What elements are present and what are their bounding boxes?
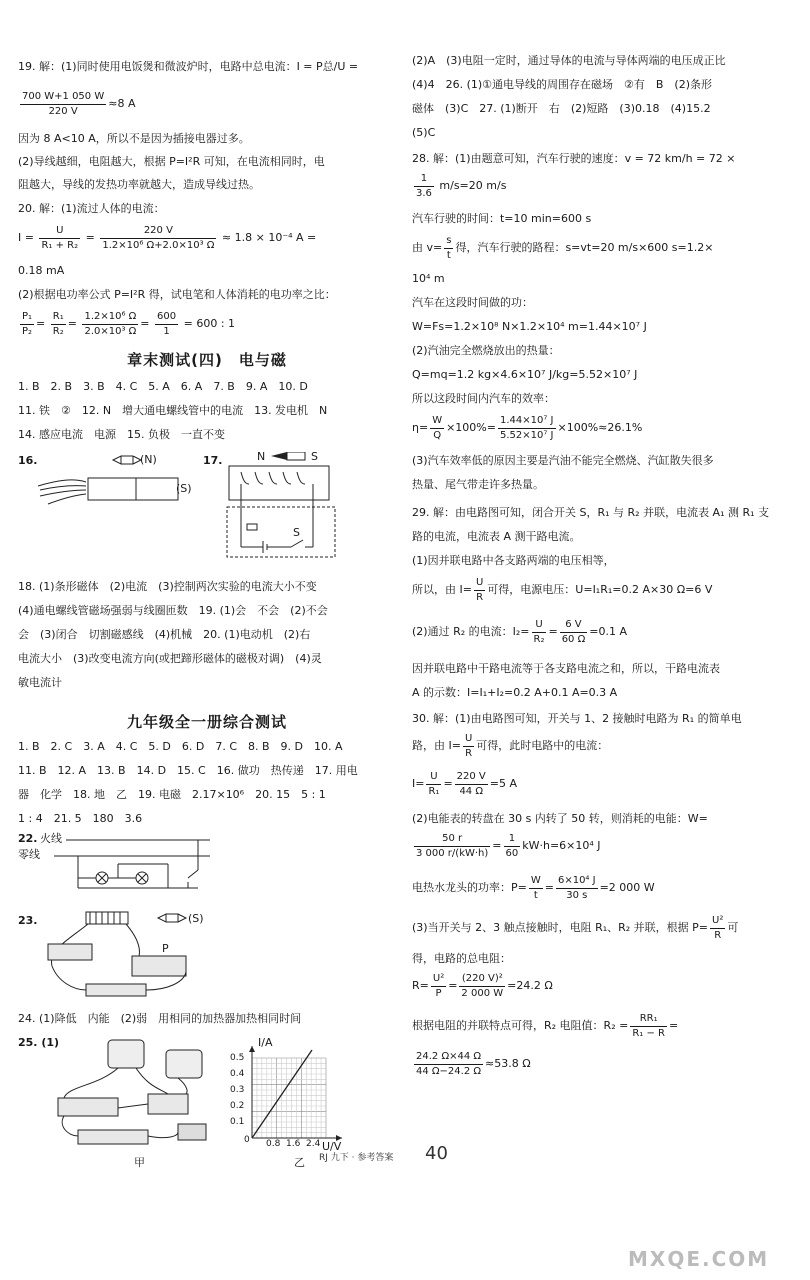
ch4-line6: 会 (3)闭合 切割磁感线 (4)机械 20. (1)电动机 (2)右 (18, 628, 311, 641)
q19-line4: (2)导线越细，电阻越大，根据 P=I²R 可知，在电流相同时，电 (18, 155, 325, 168)
y-tick-0.1: 0.1 (230, 1117, 245, 1127)
figure-23: 23. (S) P (18, 910, 258, 1002)
ch4-line4: 18. (1)条形磁体 (2)电流 (3)控制两次实验的电流大小不变 (18, 580, 317, 593)
q30-line9: R= $\frac{\text{U²}}{P}$ = $\frac{\text{(220 V)²}}{2 000 W}$ =24.2 Ω (412, 973, 553, 999)
all-line3: 器 化学 18. 地 乙 19. 电磁 2.17×10⁶ 20. 15 5 : 1 (18, 788, 326, 801)
x-tick-1.6: 1.6 (286, 1139, 301, 1149)
needle-n-label: (N) (140, 453, 157, 466)
ch4-line3: 14. 感应电流 电源 15. 负极 一直不变 (18, 428, 225, 441)
q28-line9: Q=mq=1.2 kg×4.6×10⁷ J/kg=5.52×10⁷ J (412, 368, 638, 381)
q30-line4: (2)电能表的转盘在 30 s 内转了 50 转，则消耗的电能：W= (412, 812, 708, 825)
q28-line3: 汽车行驶的时间：t=10 min=600 s (412, 212, 592, 225)
q20-line3: 0.18 mA (18, 264, 65, 277)
q30-line7: (3)当开关与 2、3 触点接触时，电阻 R₁、R₂ 并联，根据 P= $\frac{\text{U²}}{R}$ 可 (412, 915, 739, 941)
q20-line1: 20. 解：(1)流过人体的电流： (18, 202, 165, 215)
q19-line3: 因为 8 A<10 A，所以不是因为插接电器过多。 (18, 132, 250, 145)
ch4-line7: 电流大小 (3)改变电流方向(或把蹄形磁体的磁极对调) (4)灵 (18, 652, 322, 665)
q30-line5: $\frac{50 r}{3 000 r/(kW\cdot h)}$ = $\frac{1}{60}$ kW·h=6×10⁴ J (416, 833, 601, 859)
q28-line7: W=Fs=1.2×10⁸ N×1.2×10⁴ m=1.44×10⁷ J (412, 320, 647, 333)
q28-line12: (3)汽车效率低的原因主要是汽油不能完全燃烧、汽缸散失很多 (412, 454, 714, 467)
slider-p-label: P (162, 942, 169, 955)
electromagnet-circuit-diagram (203, 452, 343, 562)
ch4-line5: (4)通电螺线管磁场强弱与线圈匝数 19. (1)会 不会 (2)不会 (18, 604, 328, 617)
coil-s-label: S (311, 450, 318, 463)
q19-line2: $\frac{700 W+1 050 W}{220 V}$ ≈8 A (22, 91, 136, 117)
q30-line3: I= $\frac{U}{\text{R₁}}$ = $\frac{220 V}{44 \Omega}$ =5 A (412, 771, 518, 797)
needle-s-label: (S) (188, 912, 204, 925)
q29-line3: (1)因并联电路中各支路两端的电压相等， (412, 554, 615, 567)
y-tick-0.3: 0.3 (230, 1085, 245, 1095)
r-line2: (4)4 26. (1)①通电导线的周围存在磁场 ②有 B (2)条形 (412, 78, 713, 91)
ch4-line2: 11. 铁 ② 12. N 增大通电螺线管中的电流 13. 发电机 N (18, 404, 328, 417)
household-circuit-diagram (18, 832, 218, 894)
q28-line6: 汽车在这段时间做的功： (412, 296, 533, 309)
switch-label: S (293, 526, 300, 539)
ch4-line1: 1. B 2. B 3. B 4. C 5. A 6. A 7. B 9. A 10. D (18, 380, 308, 393)
coil-n-label: N (257, 450, 266, 463)
q28-line10: 所以这段时间内汽车的效率： (412, 392, 555, 405)
y-axis-label: I/A (258, 1036, 273, 1049)
q28-line8: (2)汽油完全燃烧放出的热量： (412, 344, 560, 357)
footer-label: RJ 九下 · 参考答案 (319, 1153, 394, 1163)
q29-line2: 路的电流，电流表 A 测干路电流。 (412, 530, 581, 543)
q28-line1: 28. 解：(1)由题意可知，汽车行驶的速度：v = 72 km/h = 72 × (412, 152, 736, 165)
all-line2: 11. B 12. A 13. B 14. D 15. C 16. 做功 热传递 17. 用电 (18, 764, 358, 777)
q29-line6: 因并联电路中干路电流等于各支路电流之和，所以，干路电流表 (412, 662, 720, 675)
q29-line7: A 的示数：I=I₁+I₂=0.2 A+0.1 A=0.3 A (412, 686, 618, 699)
q19-fraction: $\frac{700 W+1 050 W}{220 V}$ (22, 91, 105, 117)
q30-line8: 得，电路的总电阻： (412, 952, 511, 965)
q28-line5: 10⁴ m (412, 272, 445, 285)
figure-25: 25. (1) 甲 I/A U/V 0.5 0.4 0.3 0.2 0.1 0 0.8 1.6 2.4 乙 (18, 1036, 358, 1172)
all-line4: 1 : 4 21. 5 180 3.6 (18, 812, 143, 825)
q29-line4: 所以，由 I= $\frac{U}{R}$ 可得，电源电压：U=I₁R₁=0.2 A×30 Ω=6 V (412, 577, 713, 603)
q20-equation: I = $\frac{U}{\text{R₁ + R₂}}$ = $\frac{220 V}{\text{1.2×10⁶ Ω+2.0×10³ Ω}}$ ≈ 1.8 × 10⁻⁴ A = (18, 225, 317, 251)
y-tick-0.4: 0.4 (230, 1069, 245, 1079)
q20-line4: (2)根据电功率公式 P=I²R 得，试电笔和人体消耗的电功率之比： (18, 288, 336, 301)
q30-line11: $\frac{24.2 \Omega\times 44 \Omega}{44 \Omega-24.2 \Omega}$ ≈53.8 Ω (416, 1051, 531, 1077)
x-tick-2.4: 2.4 (306, 1139, 321, 1149)
y-tick-0.2: 0.2 (230, 1101, 245, 1111)
q28-line13: 热量、尾气带走许多热量。 (412, 478, 544, 491)
chapter4-heading: 章末测试(四) 电与磁 (127, 351, 287, 369)
caption-jia: 甲 (134, 1156, 145, 1169)
comprehensive-test-heading: 九年级全一册综合测试 (126, 713, 287, 731)
q29-line5: (2)通过 R₂ 的电流：I₂= $\frac{U}{\text{R₂}}$ = $\frac{6 V}{60 \Omega}$ =0.1 A (412, 619, 627, 645)
q19-line5: 阻越大，导线的发热功率就越大，造成导线过热。 (18, 178, 260, 191)
live-wire-label: 火线 (40, 832, 62, 845)
caption-yi: 乙 (294, 1156, 305, 1169)
q28-line2: $\frac{1}{3.6}$ m/s=20 m/s (416, 173, 507, 199)
circuit-physical-diagram (18, 1036, 218, 1148)
all-line1: 1. B 2. C 3. A 4. C 5. D 6. D 7. C 8. B 9. D 10. A (18, 740, 343, 753)
q24-line: 24. (1)降低 内能 (2)弱 用相同的加热器加热相同时间 (18, 1012, 302, 1025)
q19-line1: 19. 解：(1)同时使用电饭煲和微波炉时，电路中总电流：I = P总/U = (18, 60, 359, 73)
figure-17: 17. N S S (203, 452, 343, 562)
r-line4: (5)C (412, 126, 436, 139)
q30-line2: 路，由 I= $\frac{U}{R}$ 可得，此时电路中的电流： (412, 733, 609, 759)
q30-line1: 30. 解：(1)由电路图可知，开关与 1、2 接触时电路为 R₁ 的简单电 (412, 712, 742, 725)
page-number: 40 (425, 1143, 448, 1164)
neutral-wire-label: 零线 (18, 848, 40, 861)
magnet-s-label: (S) (176, 482, 192, 495)
figure-16: 16. (N) (S) (18, 452, 203, 516)
figure-22: 22. 火线 零线 (18, 832, 218, 894)
q20-ratio: $\frac{\text{P₁}}{\text{P₂}}$ = $\frac{\text{R₁}}{\text{R₂}}$ = $\frac{\text{1.2×10⁶ Ω}}{\text{2.0×10³ Ω}}$ = $\frac{600}{1}$ = 600 : 1 (22, 311, 236, 337)
solenoid-experiment-diagram (18, 910, 258, 1002)
ch4-line8: 敏电流计 (18, 676, 62, 689)
r-line3: 磁体 (3)C 27. (1)断开 右 (2)短路 (3)0.18 (4)15.2 (412, 102, 711, 115)
q30-line10: 根据电阻的并联特点可得，R₂ 电阻值：R₂ = $\frac{\text{RR₁}}{\text{R₁ − R}}$ = (412, 1013, 679, 1039)
origin-tick: 0 (244, 1135, 250, 1145)
watermark-text: MXQE.COM (628, 1247, 770, 1271)
q28-line4: 由 v= $\frac{s}{t}$ 得，汽车行驶的路程：s=vt=20 m/s×600 s=1.2× (412, 235, 714, 261)
q28-efficiency: η= $\frac{W}{Q}$ ×100%= $\frac{\text{1.44×10⁷ J}}{\text{5.52×10⁷ J}}$ ×100%≈26.1% (412, 415, 643, 441)
q29-line1: 29. 解：由电路图可知，闭合开关 S，R₁ 与 R₂ 并联，电流表 A₁ 测 R₁ 支 (412, 506, 770, 519)
y-tick-0.5: 0.5 (230, 1053, 245, 1063)
x-tick-0.8: 0.8 (266, 1139, 281, 1149)
q30-line6: 电热水龙头的功率：P= $\frac{W}{t}$ = $\frac{\text{6×10⁴ J}}{30 s}$ =2 000 W (412, 875, 655, 901)
r-line1: (2)A (3)电阻一定时，通过导体的电流与导体两端的电压成正比 (412, 54, 726, 67)
x-axis-label: U/V (322, 1140, 342, 1153)
